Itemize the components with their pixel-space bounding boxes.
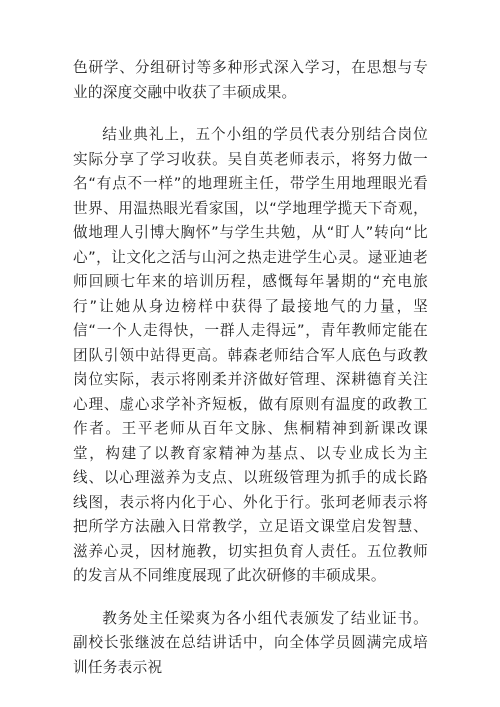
paragraph-certificates: 教务处主任梁爽为各小组代表颁发了结业证书。副校长张继波在总结讲话中，向全体学员圆满完成培训任务表示祝 xyxy=(73,609,428,676)
paragraph-graduation-ceremony: 结业典礼上，五个小组的学员代表分别结合岗位实际分享了学习收获。吴自英老师表示，将努力做一名“有点不一样”的地理班主任，带学生用地理眼光看世界、用温热眼光看家国，以“学地理学揽天下奇观，做地理人引博大胸怀”与学生共勉，从“盯人”转向“比心”，让文化之活与山河之热走进学生心灵。逯亚迪老师回顾七年来的培训历程，感慨每年暑期的“充电旅行”让她从身边榜样中获得了最接地气的力量，坚信“一个人走得快，一群人走得远”，青年教师定能在团队引领中站得更高。韩森老师结合军人底色与政教岗位实际，表示将刚柔并济做好管理、深耕德育关注心理、虚心求学补齐短板，做有原则有温度的政教工作者。王平老师从百年文脉、焦桐精神到新课改课堂，构建了以教育家精神为基点、以专业成长为主线、以心理滋养为支点、以班级管理为抓手的成长路线图，表示将内化于心、外化于行。张珂老师表示将把所学方法融入日常教学，立足语文课堂启发智慧、滋养心灵，因材施教，切实担负育人责任。五位教师的发言从不同维度展现了此次研修的丰硕成果。 xyxy=(73,126,428,584)
paragraph-intro-continuation: 色研学、分组研讨等多种形式深入学习，在思想与专业的深度交融中收获了丰硕成果。 xyxy=(73,59,428,101)
